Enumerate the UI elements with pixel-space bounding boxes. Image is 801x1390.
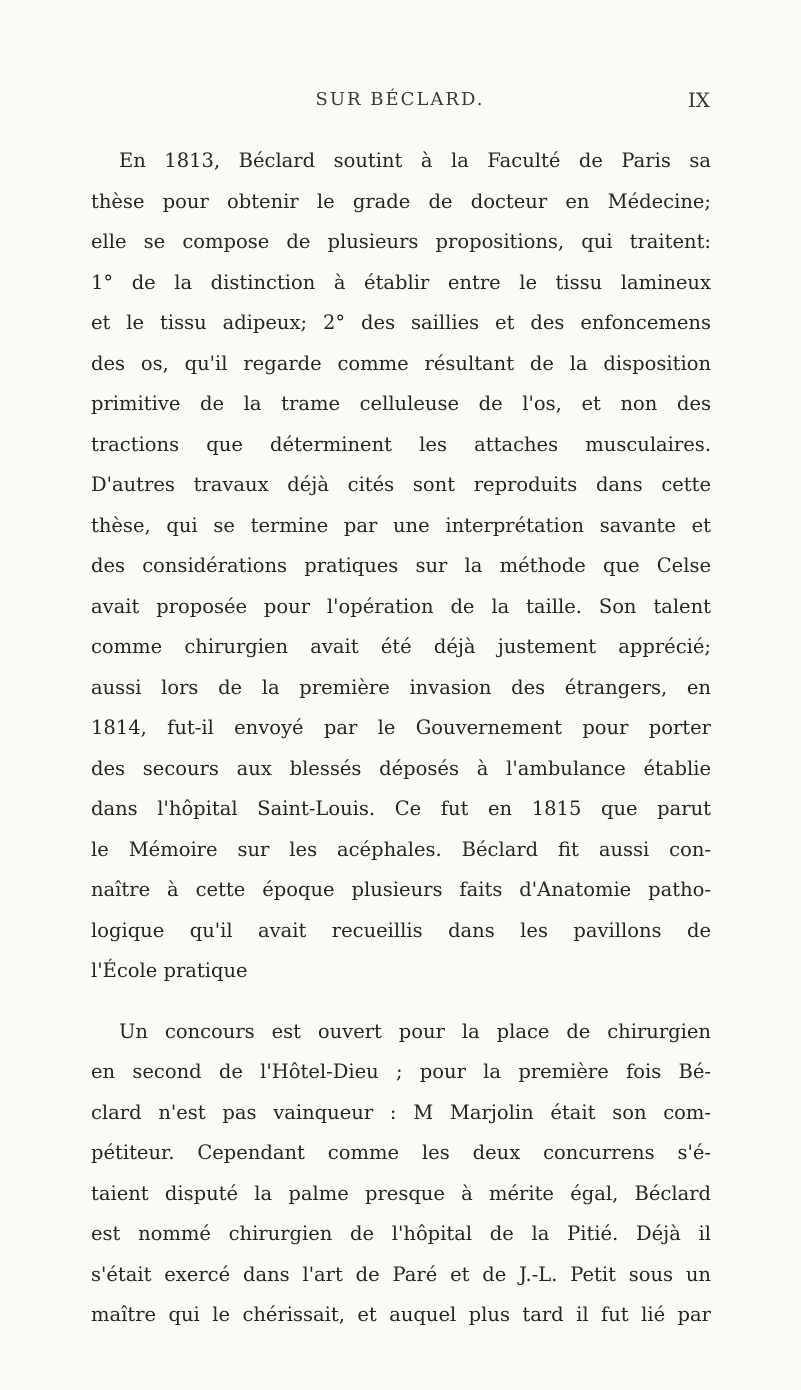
text-line: est nommé chirurgien de l'hôpital de la Pitié. Déjà il: [91, 1222, 711, 1245]
running-head: [90, 86, 710, 114]
text-line: comme chirurgien avait été déjà justement apprécié;: [91, 635, 711, 658]
paragraph-1: [91, 141, 711, 992]
text-line: clard n'est pas vainqueur : M Marjolin était son com-: [91, 1100, 711, 1124]
text-line: avait proposée pour l'opération de la taille. Son talent: [91, 594, 711, 618]
text-line: le Mémoire sur les acéphales. Béclard fit aussi con-: [91, 837, 711, 861]
running-title: SUR BÉCLARD.: [315, 89, 485, 110]
page-number: IX: [687, 88, 710, 112]
text-line: thèse, qui se termine par une interprétation savante et: [91, 513, 711, 537]
paragraph-spacer: [91, 992, 711, 1012]
text-line: des considérations pratiques sur la méthode que Celse: [91, 554, 711, 577]
text-line: et le tissu adipeux; 2° des saillies et des enfoncemens: [91, 311, 711, 334]
paragraph-2: [91, 1012, 711, 1336]
text-line: D'autres travaux déjà cités sont reproduits dans cette: [91, 473, 711, 496]
text-line: logique qu'il avait recueillis dans les pavillons de: [91, 918, 711, 942]
text-line: maître qui le chérissait, et auquel plus tard il fut lié par: [91, 1303, 711, 1326]
text-line: Un concours est ouvert pour la place de chirurgien: [119, 1019, 711, 1043]
text-line: En 1813, Béclard soutint à la Faculté de Paris sa: [119, 149, 711, 172]
text-line: elle se compose de plusieurs propositions, qui traitent:: [91, 230, 711, 253]
text-line: en second de l'Hôtel-Dieu ; pour la première fois Bé-: [91, 1060, 711, 1083]
text-line: des os, qu'il regarde comme résultant de la disposition: [91, 351, 711, 375]
text-line: 1814, fut-il envoyé par le Gouvernement pour porter: [91, 716, 711, 739]
text-line: taient disputé la palme presque à mérite égal, Béclard: [91, 1181, 711, 1205]
text-line: s'était exercé dans l'art de Paré et de J.-L. Petit sous un: [91, 1262, 711, 1286]
text-line: naître à cette époque plusieurs faits d'Anatomie patho-: [91, 878, 711, 901]
text-line: dans l'hôpital Saint-Louis. Ce fut en 1815 que parut: [91, 797, 711, 820]
text-line: thèse pour obtenir le grade de docteur en Médecine;: [91, 189, 711, 213]
text-line: aussi lors de la première invasion des étrangers, en: [91, 675, 711, 699]
text-line: primitive de la trame celluleuse de l'os, et non des: [91, 392, 711, 415]
text-line: 1° de la distinction à établir entre le tissu lamineux: [91, 270, 711, 294]
text-line: des secours aux blessés déposés à l'ambulance établie: [91, 756, 711, 780]
text-line: tractions que déterminent les attaches musculaires.: [91, 432, 711, 456]
text-body: [91, 141, 711, 1336]
text-line: pétiteur. Cependant comme les deux concurrens s'é-: [91, 1141, 711, 1164]
text-line: l'École pratique: [91, 959, 248, 982]
